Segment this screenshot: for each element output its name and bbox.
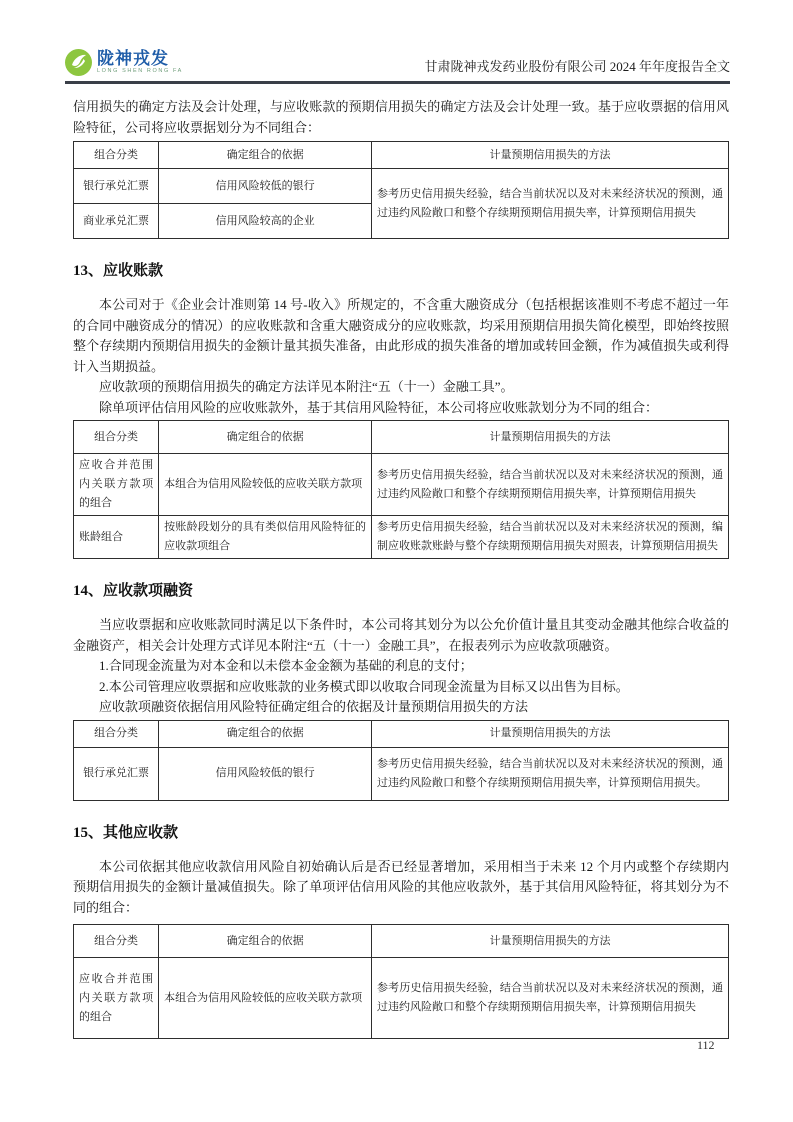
logo-brand-cn: 陇神戎发 <box>97 49 169 69</box>
company-logo <box>65 49 183 76</box>
cell-portfolio-class: 银行承兑汇票 <box>74 169 159 204</box>
col-header-portfolio-basis: 确定组合的依据 <box>159 142 372 169</box>
table-row <box>74 169 729 204</box>
cell-portfolio-basis: 按账龄段划分的具有类似信用风险特征的应收款项组合 <box>159 516 372 559</box>
table-header-row <box>74 142 729 169</box>
cell-portfolio-class: 应收合并范围内关联方款项的组合 <box>74 454 159 516</box>
col-header-portfolio-class: 组合分类 <box>74 720 159 747</box>
table-row <box>74 747 729 800</box>
table-header-row <box>74 421 729 454</box>
cell-portfolio-class: 应收合并范围内关联方款项的组合 <box>74 958 159 1039</box>
table-row <box>74 958 729 1039</box>
section-15-heading: 15、其他应收款 <box>73 824 179 841</box>
intro-paragraph: 信用损失的确定方法及会计处理，与应收账款的预期信用损失的确定方法及会计处理一致。基于应收票据的信用风险特征，公司将应收票据划分为不同组合： <box>73 99 729 135</box>
notes-receivable-portfolio-table <box>73 141 729 239</box>
section-13-paragraph-1: 本公司对于《企业会计准则第 14 号-收入》所规定的，不含重大融资成分（包括根据该准则不考虑不超过一年的合同中融资成分的情况）的应收账款和含重大融资成分的应收账款，均采用预期信用损失简化模型，即始终按照整个存续期内预期信用损失的金额计量其损失准备，由此形成的损失准备的增加或转回金额，作为减值损失或利得计入当期损益。 <box>73 297 729 374</box>
section-14-list-item-1: 1.合同现金流量为对本金和以未偿本金金额为基础的利息的支付； <box>99 658 473 673</box>
cell-portfolio-basis: 信用风险较高的企业 <box>159 204 372 239</box>
cell-ecl-method: 参考历史信用损失经验，结合当前状况以及对未来经济状况的预测，编制应收账款账龄与整个存续期预期信用损失对照表，计算预期信用损失 <box>372 516 729 559</box>
cell-ecl-method: 参考历史信用损失经验，结合当前状况以及对未来经济状况的预测，通过违约风险敞口和整个存续期预期信用损失率，计算预期信用损失 <box>372 958 729 1039</box>
cell-portfolio-basis: 本组合为信用风险较低的应收关联方款项 <box>159 454 372 516</box>
cell-portfolio-basis: 信用风险较低的银行 <box>159 169 372 204</box>
table-header-row <box>74 720 729 747</box>
logo-brand-en: LONG SHEN RONG FA <box>97 68 183 75</box>
col-header-portfolio-basis: 确定组合的依据 <box>159 720 372 747</box>
accounts-receivable-portfolio-table <box>73 420 729 559</box>
report-title: 甘肃陇神戎发药业股份有限公司 2024 年年度报告全文 <box>424 59 730 74</box>
cell-portfolio-class: 银行承兑汇票 <box>74 747 159 800</box>
section-13-heading: 13、应收账款 <box>73 263 164 279</box>
section-15-paragraph-1: 本公司依据其他应收款信用风险自初始确认后是否已经显著增加，采用相当于未来 12 个月内或整个存续期内预期信用损失的金额计量减值损失。除了单项评估信用风险的其他应收款外，基于其信用风险特征，将其划分为不同的组合： <box>73 858 729 915</box>
col-header-ecl-method: 计量预期信用损失的方法 <box>372 720 729 747</box>
section-14-paragraph-1: 当应收票据和应收账款同时满足以下条件时，本公司将其划分为以公允价值计量且其变动金融其他综合收益的金融资产，相关会计处理方式详见本附注“五（十一）金融工具”，在报表列示为应收款项融资。 <box>73 617 729 653</box>
page-number: 112 <box>697 1038 715 1052</box>
page-content <box>73 84 729 1039</box>
table-row <box>74 454 729 516</box>
cell-portfolio-basis: 本组合为信用风险较低的应收关联方款项 <box>159 958 372 1039</box>
col-header-ecl-method: 计量预期信用损失的方法 <box>372 421 729 454</box>
col-header-portfolio-class: 组合分类 <box>74 421 159 454</box>
logo-bird-icon <box>65 49 92 76</box>
receivables-financing-portfolio-table <box>73 720 729 801</box>
page-header <box>65 48 730 84</box>
cell-portfolio-basis: 信用风险较低的银行 <box>159 747 372 800</box>
section-14-list-item-2: 2.本公司管理应收票据和应收账款的业务模式即以收取合同现金流量为目标又以出售为目标。 <box>99 678 629 694</box>
cell-portfolio-class: 商业承兑汇票 <box>74 204 159 239</box>
logo-text <box>97 50 183 75</box>
other-receivables-portfolio-table <box>73 924 729 1039</box>
section-13-paragraph-2: 应收款项的预期信用损失的确定方法详见本附注“五（十一）金融工具”。 <box>99 379 514 394</box>
section-14-heading: 14、应收款项融资 <box>73 583 194 599</box>
cell-ecl-method: 参考历史信用损失经验，结合当前状况以及对未来经济状况的预测，通过违约风险敞口和整个存续期预期信用损失率，计算预期信用损失 <box>372 169 729 239</box>
col-header-portfolio-class: 组合分类 <box>74 925 159 958</box>
table-header-row <box>74 925 729 958</box>
col-header-ecl-method: 计量预期信用损失的方法 <box>372 142 729 169</box>
col-header-portfolio-class: 组合分类 <box>74 142 159 169</box>
section-13-paragraph-3: 除单项评估信用风险的应收账款外，基于其信用风险特征，本公司将应收账款划分为不同的组合： <box>99 399 659 415</box>
col-header-ecl-method: 计量预期信用损失的方法 <box>372 925 729 958</box>
cell-ecl-method: 参考历史信用损失经验，结合当前状况以及对未来经济状况的预测，通过违约风险敞口和整个存续期预期信用损失率，计算预期信用损失。 <box>372 747 729 800</box>
section-14-paragraph-2: 应收款项融资依据信用风险特征确定组合的依据及计量预期信用损失的方法 <box>99 699 529 714</box>
cell-ecl-method: 参考历史信用损失经验，结合当前状况以及对未来经济状况的预测，通过违约风险敞口和整个存续期预期信用损失率，计算预期信用损失 <box>372 454 729 516</box>
table-row <box>74 516 729 559</box>
col-header-portfolio-basis: 确定组合的依据 <box>159 925 372 958</box>
cell-portfolio-class: 账龄组合 <box>74 516 159 559</box>
col-header-portfolio-basis: 确定组合的依据 <box>159 421 372 454</box>
